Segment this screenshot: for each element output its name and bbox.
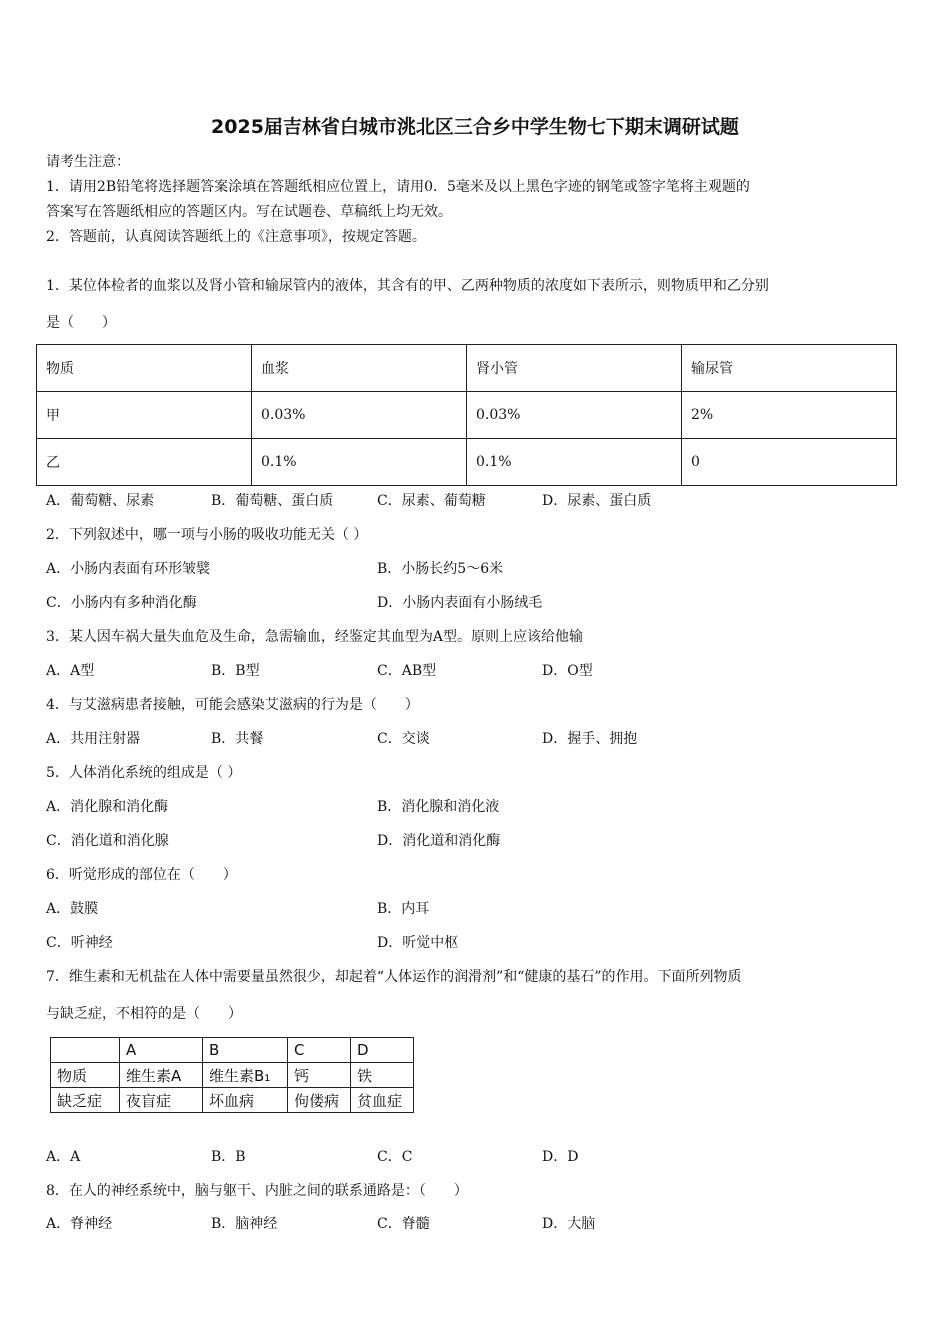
table-cell: 坏血病 xyxy=(203,1088,288,1113)
q4-stem: 4．与艾滋病患者接触，可能会感染艾滋病的行为是（ ） xyxy=(46,697,419,713)
q5-option-d[interactable]: D．消化道和消化酶 xyxy=(377,833,501,849)
table-cell: 血浆 xyxy=(252,345,467,392)
table-cell: 夜盲症 xyxy=(120,1088,203,1113)
q7-table xyxy=(50,1037,414,1113)
q8-option-c[interactable]: C．脊髓 xyxy=(377,1216,430,1232)
table-cell: A xyxy=(120,1038,203,1063)
q6-option-a[interactable]: A．鼓膜 xyxy=(46,901,99,917)
q1-stem-line-2: 是（ ） xyxy=(46,315,116,331)
q1-option-b[interactable]: B．葡萄糖、蛋白质 xyxy=(211,493,334,509)
q7-option-c[interactable]: C．C xyxy=(377,1149,413,1165)
q3-option-c[interactable]: C．AB型 xyxy=(377,663,437,679)
table-cell: 0.03% xyxy=(252,392,467,439)
table-cell: B xyxy=(203,1038,288,1063)
table-cell: 甲 xyxy=(37,392,252,439)
table-header-row xyxy=(51,1038,414,1063)
q6-option-b[interactable]: B．内耳 xyxy=(377,901,430,917)
q2-option-d[interactable]: D．小肠内表面有小肠绒毛 xyxy=(377,595,543,611)
q4-option-c[interactable]: C．交谈 xyxy=(377,731,430,747)
table-cell: 2% xyxy=(682,392,897,439)
q8-option-a[interactable]: A．脊神经 xyxy=(46,1216,113,1232)
table-cell: 钙 xyxy=(288,1063,351,1088)
q3-option-d[interactable]: D．O型 xyxy=(542,663,593,679)
table-header-row xyxy=(37,345,897,392)
q3-option-b[interactable]: B．B型 xyxy=(211,663,260,679)
q4-option-d[interactable]: D．握手、拥抱 xyxy=(542,731,638,747)
table-cell: 铁 xyxy=(351,1063,414,1088)
table-cell: 物质 xyxy=(51,1063,120,1088)
table-cell: 佝偻病 xyxy=(288,1088,351,1113)
table-row xyxy=(37,392,897,439)
q1-option-a[interactable]: A．葡萄糖、尿素 xyxy=(46,493,155,509)
q1-table xyxy=(36,344,897,486)
q8-stem: 8．在人的神经系统中，脑与躯干、内脏之间的联系通路是：（ ） xyxy=(46,1183,468,1199)
table-cell: 输尿管 xyxy=(682,345,897,392)
q7-option-a[interactable]: A．A xyxy=(46,1149,81,1165)
q1-stem-line-1: 1．某位体检者的血浆以及肾小管和输尿管内的液体，其含有的甲、乙两种物质的浓度如下表所示，则物质甲和乙分别 xyxy=(46,278,769,294)
q3-option-a[interactable]: A．A型 xyxy=(46,663,95,679)
q7-option-b[interactable]: B．B xyxy=(211,1149,246,1165)
q7-stem-line-2: 与缺乏症，不相符的是（ ） xyxy=(46,1006,242,1022)
page-title: 2025届吉林省白城市洮北区三合乡中学生物七下期末调研试题 xyxy=(211,116,739,138)
q2-option-b[interactable]: B．小肠长约5～6米 xyxy=(377,561,504,577)
q6-option-c[interactable]: C．听神经 xyxy=(46,935,113,951)
table-cell: 0.1% xyxy=(252,439,467,486)
q3-stem: 3．某人因车祸大量失血危及生命，急需输血，经鉴定其血型为A型。原则上应该给他输 xyxy=(46,629,584,645)
notice-heading: 请考生注意： xyxy=(46,154,130,170)
notice-line-1: 1．请用2B铅笔将选择题答案涂填在答题纸相应位置上，请用0．5毫米及以上黑色字迹的钢笔或签字笔将主观题的 xyxy=(46,179,750,195)
q4-option-b[interactable]: B．共餐 xyxy=(211,731,264,747)
q5-option-a[interactable]: A．消化腺和消化酶 xyxy=(46,799,169,815)
table-cell: 0.1% xyxy=(467,439,682,486)
table-cell: D xyxy=(351,1038,414,1063)
q8-option-b[interactable]: B．脑神经 xyxy=(211,1216,278,1232)
table-cell: 贫血症 xyxy=(351,1088,414,1113)
table-cell: 0 xyxy=(682,439,897,486)
table-cell: 肾小管 xyxy=(467,345,682,392)
table-cell: C xyxy=(288,1038,351,1063)
notice-line-3: 2．答题前，认真阅读答题纸上的《注意事项》，按规定答题。 xyxy=(46,229,426,245)
table-cell: 缺乏症 xyxy=(51,1088,120,1113)
q2-option-c[interactable]: C．小肠内有多种消化酶 xyxy=(46,595,197,611)
q2-option-a[interactable]: A．小肠内表面有环形皱襞 xyxy=(46,561,211,577)
q5-option-b[interactable]: B．消化腺和消化液 xyxy=(377,799,500,815)
q2-stem: 2．下列叙述中，哪一项与小肠的吸收功能无关（ ） xyxy=(46,527,368,543)
q7-stem-line-1: 7．维生素和无机盐在人体中需要量虽然很少，却起着“人体运作的润滑剂”和“健康的基石”的作用。下面所列物质 xyxy=(46,969,742,985)
table-cell: 乙 xyxy=(37,439,252,486)
q1-option-d[interactable]: D．尿素、蛋白质 xyxy=(542,493,652,509)
q1-option-c[interactable]: C．尿素、葡萄糖 xyxy=(377,493,486,509)
q4-option-a[interactable]: A．共用注射器 xyxy=(46,731,141,747)
q5-stem: 5．人体消化系统的组成是（ ） xyxy=(46,765,242,781)
q6-stem: 6．听觉形成的部位在（ ） xyxy=(46,867,237,883)
q7-option-d[interactable]: D．D xyxy=(542,1149,579,1165)
table-cell xyxy=(51,1038,120,1063)
table-cell: 维生素B₁ xyxy=(203,1063,288,1088)
table-row xyxy=(37,439,897,486)
table-cell: 物质 xyxy=(37,345,252,392)
table-cell: 维生素A xyxy=(120,1063,203,1088)
table-cell: 0.03% xyxy=(467,392,682,439)
q6-option-d[interactable]: D．听觉中枢 xyxy=(377,935,459,951)
table-row xyxy=(51,1088,414,1113)
notice-line-2: 答案写在答题纸相应的答题区内。写在试题卷、草稿纸上均无效。 xyxy=(46,204,452,220)
q5-option-c[interactable]: C．消化道和消化腺 xyxy=(46,833,169,849)
q8-option-d[interactable]: D．大脑 xyxy=(542,1216,596,1232)
table-row xyxy=(51,1063,414,1088)
